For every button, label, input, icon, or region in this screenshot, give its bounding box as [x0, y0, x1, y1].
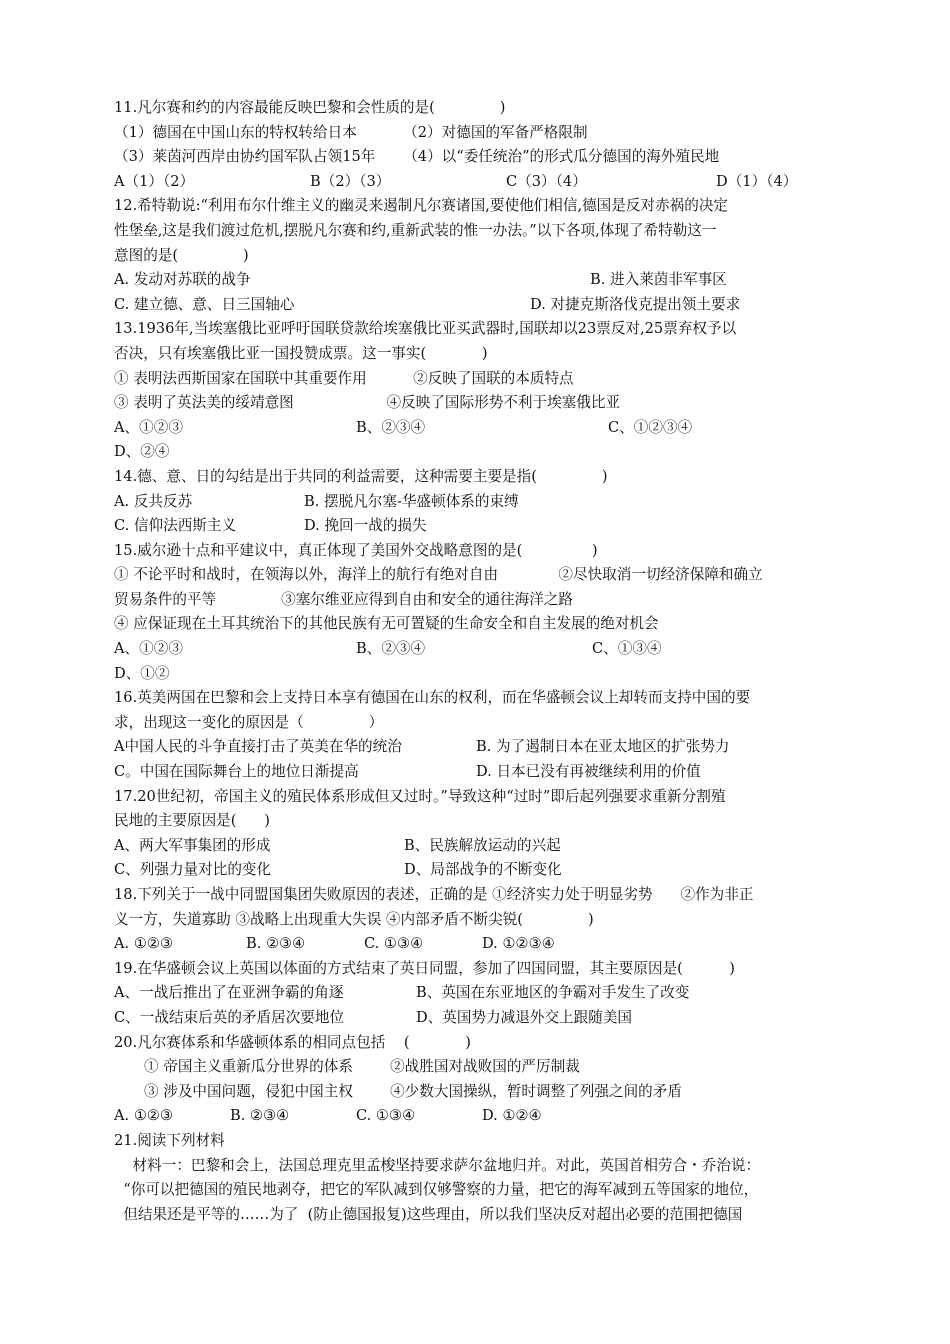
statement-line: （1）德国在中国山东的特权转给日本 （2）对德国的军备严格限制 — [114, 123, 588, 141]
option-c: C（3）（4） — [506, 172, 587, 190]
option-c: C. 建立德、意、日三国轴心 — [114, 295, 295, 313]
option-b: B、②③④ — [356, 640, 426, 658]
question-stem: 15.威尔逊十点和平建议中，真正体现了美国外交战略意图的是( ) — [114, 541, 598, 559]
options-row — [114, 760, 844, 785]
question-stem: 义一方，失道寡助 ③战略上出现重大失误 ④内部矛盾不断尖锐( ) — [114, 910, 594, 928]
question-stem: 意图的是( ) — [114, 246, 249, 264]
option-c: C、一战结束后英的矛盾居次要地位 — [114, 1008, 345, 1026]
question-15 — [114, 539, 844, 687]
options-row — [114, 637, 844, 662]
options-row — [114, 735, 844, 760]
options-row — [114, 416, 844, 441]
option-a: A（1）（2） — [114, 172, 195, 190]
option-a: A. ①②③ — [114, 935, 174, 953]
question-stem: 求，出现这一变化的原因是（ ） — [114, 713, 384, 731]
option-a: A、两大军事集团的形成 — [114, 836, 271, 854]
statement-line: ③ 表明了英法美的绥靖意图 ④反映了国际形势不利于埃塞俄比亚 — [114, 394, 621, 412]
question-19 — [114, 957, 844, 1031]
options-row — [114, 858, 844, 883]
question-stem: 14.德、意、日的勾结是出于共同的利益需要，这种需要主要是指( ) — [114, 467, 608, 485]
question-20 — [114, 1031, 844, 1129]
option-a: A. 发动对苏联的战争 — [114, 271, 251, 289]
option-d: D、①② — [114, 664, 170, 682]
question-18 — [114, 883, 844, 957]
material-line: 但结果还是平等的……为了 (防止德国报复)这些理由，所以我们坚决反对超出必要的范围把德国 — [114, 1205, 743, 1223]
option-a: A. 反共反苏 — [114, 492, 193, 510]
question-21 — [114, 1129, 844, 1227]
options-row — [114, 490, 844, 515]
options-row — [114, 1006, 844, 1031]
option-b: B、②③④ — [356, 418, 426, 436]
option-d: D. ①②③④ — [482, 935, 555, 953]
option-a: A、①②③ — [114, 640, 183, 658]
statement-line: ① 帝国主义重新瓜分世界的体系 ②战胜国对战败国的严厉制裁 — [144, 1058, 580, 1076]
question-stem: 18.下列关于一战中同盟国集团失败原因的表述，正确的是 ①经济实力处于明显劣势 ②作为非正 — [114, 886, 754, 903]
option-b: B（2）（3） — [310, 172, 391, 190]
option-d: D. ①②④ — [482, 1107, 542, 1125]
option-b: B. 摆脱凡尔塞-华盛顿体系的束缚 — [304, 492, 519, 510]
option-b: B、英国在东亚地区的争霸对手发生了改变 — [416, 984, 690, 1002]
option-b: B. 为了遏制日本在亚太地区的扩张势力 — [476, 738, 730, 756]
option-d: D. 日本已没有再被继续利用的价值 — [476, 763, 701, 781]
question-stem: 21.阅读下列材料 — [114, 1131, 225, 1149]
option-d: D（1）（4） — [716, 172, 798, 190]
question-stem: 16.英美两国在巴黎和会上支持日本享有德国在山东的权利，而在华盛顿会议上却转而支持中国的要 — [114, 689, 751, 707]
option-d: D、英国势力减退外交上跟随美国 — [416, 1008, 633, 1026]
statement-line: ③ 涉及中国问题，侵犯中国主权 ④少数大国操纵，暂时调整了列强之间的矛盾 — [144, 1082, 682, 1100]
option-b: B. ②③④ — [246, 935, 306, 953]
question-stem: 否决，只有埃塞俄比亚一国投赞成票。这一事实( ) — [114, 344, 488, 362]
question-16 — [114, 686, 844, 784]
question-stem: 11.凡尔赛和约的内容最能反映巴黎和会性质的是( ) — [114, 99, 506, 116]
option-c: C。中国在国际舞台上的地位日渐提高 — [114, 763, 359, 781]
options-row — [114, 514, 844, 539]
options-row — [114, 981, 844, 1006]
question-stem: 性堡垒,这是我们渡过危机,摆脱凡尔赛和约,重新武装的惟一办法。”以下各项,体现了希特勒这一 — [114, 221, 717, 239]
option-c: C. ①③④ — [364, 935, 424, 953]
options-row — [114, 834, 844, 859]
option-d: D. 挽回一战的损失 — [304, 517, 427, 535]
question-13 — [114, 317, 844, 465]
options-row — [114, 932, 844, 957]
option-d: D、局部战争的不断变化 — [404, 861, 562, 879]
question-stem: 13.1936年,当埃塞俄比亚呼吁国联贷款给埃塞俄比亚买武器时,国联却以23票反对,25票弃权予以 — [114, 320, 737, 338]
option-c: C、①③④ — [592, 640, 662, 658]
question-stem: 20.凡尔赛体系和华盛顿体系的相同点包括 ( ) — [114, 1033, 471, 1051]
option-b: B. 进入莱茵非军事区 — [590, 271, 727, 289]
material-line: 材料一：巴黎和会上，法国总理克里孟梭坚持要求萨尔盆地归并。对此，英国首相劳合・乔治说： — [114, 1156, 761, 1174]
statement-line: 贸易条件的平等 ③塞尔维亚应得到自由和安全的通往海洋之路 — [114, 590, 573, 608]
options-row — [114, 293, 844, 318]
option-a: A、一战后推出了在亚洲争霸的角逐 — [114, 984, 344, 1002]
option-c: C. ①③④ — [356, 1107, 416, 1125]
question-12 — [114, 194, 844, 317]
option-b: B、民族解放运动的兴起 — [404, 836, 561, 854]
exam-page — [114, 96, 844, 1227]
option-c: C、①②③④ — [608, 418, 693, 436]
option-a: A中国人民的斗争直接打击了英美在华的统治 — [114, 738, 402, 756]
statement-line: ① 不论平时和战时，在领海以外，海洋上的航行有绝对自由 ②尽快取消一切经济保障和确立 — [114, 566, 763, 584]
question-stem: 民地的主要原因是( ) — [114, 812, 270, 830]
material-line: “你可以把德国的殖民地剥夺，把它的军队减到仅够警察的力量，把它的海军减到五等国家的地位， — [114, 1181, 759, 1199]
option-a: A、①②③ — [114, 418, 183, 436]
option-c: C、列强力量对比的变化 — [114, 861, 272, 879]
options-row — [114, 268, 844, 293]
question-17 — [114, 785, 844, 883]
statement-line: ④ 应保证现在土耳其统治下的其他民族有无可置疑的生命安全和自主发展的绝对机会 — [114, 615, 659, 633]
option-a: A. ①②③ — [114, 1107, 174, 1125]
statement-line: ① 表明法西斯国家在国联中其重要作用 ②反映了国联的本质特点 — [114, 369, 574, 387]
question-stem: 12.希特勒说:“利用布尔什维主义的幽灵来遏制凡尔赛诸国,要使他们相信,德国是反对赤祸的决定 — [114, 197, 729, 215]
option-c: C. 信仰法西斯主义 — [114, 517, 237, 535]
question-11 — [114, 96, 844, 194]
question-stem: 17.20世纪初，帝国主义的殖民体系形成但又过时。”导致这种“过时”即后起列强要求重新分割殖 — [114, 787, 726, 805]
option-b: B. ②③④ — [230, 1107, 290, 1125]
question-14 — [114, 465, 844, 539]
options-row — [114, 170, 844, 195]
options-row — [114, 1104, 844, 1129]
option-d: D、②④ — [114, 443, 170, 461]
option-d: D. 对捷克斯洛伐克提出领土要求 — [530, 295, 741, 313]
question-stem: 19.在华盛顿会议上英国以体面的方式结束了英日同盟，参加了四国同盟，其主要原因是( ) — [114, 959, 735, 977]
statement-line: （3）莱茵河西岸由协约国军队占领15年 （4）以“委任统治”的形式瓜分德国的海外殖民地 — [114, 148, 720, 166]
